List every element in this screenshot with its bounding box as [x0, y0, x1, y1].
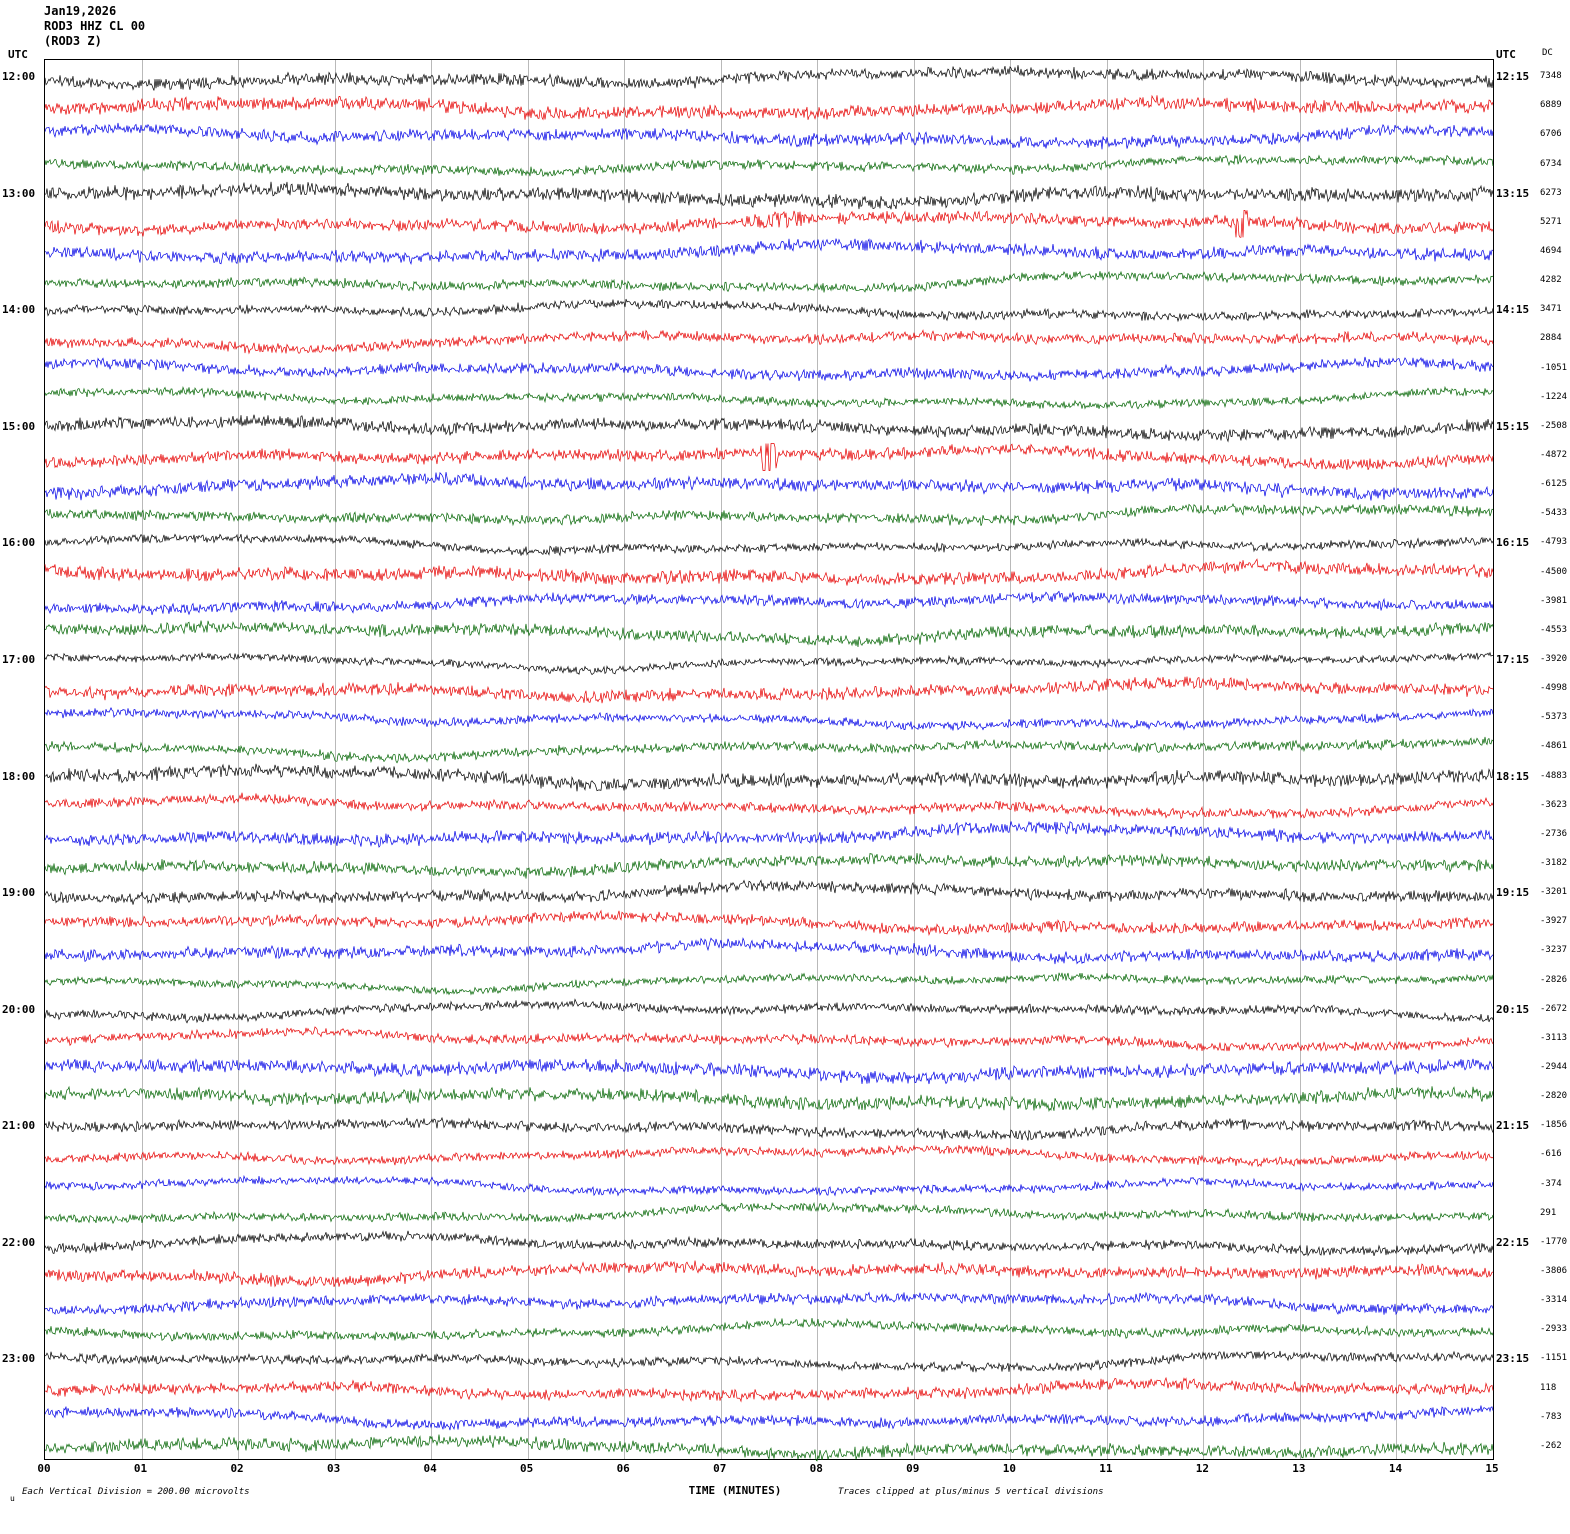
hour-label-left-2300: 23:00 — [2, 1352, 36, 1366]
trace-14-15 — [45, 330, 1493, 353]
dc-value-37: -616 — [1540, 1149, 1562, 1160]
trace-14-30 — [45, 357, 1493, 381]
vertical-division-note: Each Vertical Division = 200.00 microvolts — [22, 1487, 250, 1497]
dc-value-35: -2820 — [1540, 1091, 1568, 1102]
trace-15-45 — [45, 504, 1493, 526]
dc-value-7: 4282 — [1540, 275, 1562, 286]
dc-value-3: 6734 — [1540, 158, 1562, 169]
hour-label-left-2100: 21:00 — [2, 1119, 36, 1133]
trace-22-30 — [45, 1292, 1493, 1314]
x-tick-11: 11 — [1099, 1462, 1113, 1475]
dc-value-18: -3981 — [1540, 595, 1568, 606]
hour-label-right-2315: 23:15 — [1496, 1352, 1530, 1366]
x-tick-06: 06 — [616, 1462, 630, 1475]
hour-label-left-1400: 14:00 — [2, 303, 36, 317]
trace-19-00 — [45, 880, 1493, 904]
x-tick-02: 02 — [230, 1462, 244, 1475]
trace-16-15 — [45, 559, 1493, 585]
trace-19-15 — [45, 911, 1493, 935]
trace-19-30 — [45, 938, 1493, 964]
hour-label-left-1600: 16:00 — [2, 536, 36, 550]
dc-value-36: -1856 — [1540, 1120, 1568, 1131]
trace-18-30 — [45, 821, 1493, 847]
x-tick-09: 09 — [906, 1462, 920, 1475]
dc-value-33: -3113 — [1540, 1032, 1568, 1043]
trace-13-45 — [45, 271, 1493, 292]
dc-value-27: -3182 — [1540, 858, 1568, 868]
dc-value-11: -1224 — [1540, 391, 1568, 402]
x-tick-07: 07 — [713, 1462, 727, 1475]
x-tick-04: 04 — [423, 1462, 437, 1475]
dc-value-8: 3471 — [1540, 304, 1562, 315]
dc-value-17: -4500 — [1540, 566, 1568, 577]
utc-left-label: UTC — [8, 48, 28, 61]
header-station: ROD3 HHZ CL 00 — [44, 19, 146, 33]
hour-label-left-1500: 15:00 — [2, 419, 36, 433]
dc-value-38: -374 — [1540, 1178, 1562, 1189]
trace-18-00 — [45, 764, 1493, 792]
dc-value-24: -4883 — [1540, 770, 1568, 781]
dc-value-26: -2736 — [1540, 828, 1568, 839]
dc-value-12: -2508 — [1540, 420, 1568, 431]
trace-16-00 — [45, 534, 1493, 556]
dc-value-1: 6889 — [1540, 100, 1562, 111]
trace-16-45 — [45, 621, 1493, 647]
trace-15-30 — [45, 472, 1493, 500]
trace-20-15 — [45, 1027, 1493, 1051]
trace-lines — [45, 60, 1493, 1459]
hour-label-right-1415: 14:15 — [1496, 303, 1530, 317]
trace-22-00 — [45, 1231, 1493, 1256]
x-tick-00: 00 — [37, 1462, 51, 1475]
x-tick-05: 05 — [520, 1462, 534, 1475]
trace-23-30 — [45, 1406, 1493, 1431]
trace-22-15 — [45, 1261, 1493, 1287]
utc-right-label: UTC — [1496, 48, 1516, 61]
trace-22-45 — [45, 1318, 1493, 1341]
plot-header — [44, 4, 145, 49]
header-date: Jan19,2026 — [44, 4, 117, 18]
dc-value-22: -5373 — [1540, 712, 1568, 723]
dc-value-45: 118 — [1540, 1382, 1557, 1393]
trace-12-15 — [45, 95, 1493, 120]
trace-21-45 — [45, 1203, 1493, 1224]
dc-value-21: -4998 — [1540, 683, 1568, 694]
trace-21-15 — [45, 1145, 1493, 1166]
dc-value-47: -262 — [1540, 1440, 1562, 1451]
dc-value-29: -3927 — [1540, 916, 1568, 927]
trace-20-00 — [45, 999, 1493, 1022]
dc-value-6: 4694 — [1540, 245, 1562, 256]
hour-label-left-1300: 13:00 — [2, 186, 36, 200]
hour-label-left-1200: 12:00 — [2, 70, 36, 84]
trace-20-45 — [45, 1086, 1493, 1111]
dc-value-42: -3314 — [1540, 1295, 1568, 1306]
trace-12-00 — [45, 65, 1493, 90]
trace-17-15 — [45, 677, 1493, 704]
dc-value-20: -3920 — [1540, 653, 1568, 664]
dc-value-15: -5433 — [1540, 508, 1568, 519]
hour-label-right-1815: 18:15 — [1496, 769, 1530, 783]
dc-column-label: DC — [1542, 48, 1553, 58]
trace-14-45 — [45, 387, 1493, 409]
trace-19-45 — [45, 973, 1493, 995]
trace-17-00 — [45, 653, 1493, 675]
hour-label-right-1215: 12:15 — [1496, 70, 1530, 84]
x-tick-15: 15 — [1485, 1462, 1499, 1475]
hour-label-right-2215: 22:15 — [1496, 1235, 1530, 1249]
trace-12-30 — [45, 123, 1493, 149]
x-tick-08: 08 — [809, 1462, 823, 1475]
hour-label-left-1800: 18:00 — [2, 769, 36, 783]
dc-value-16: -4793 — [1540, 537, 1568, 548]
dc-value-39: 291 — [1540, 1207, 1557, 1218]
trace-13-00 — [45, 182, 1493, 210]
hour-label-left-1700: 17:00 — [2, 652, 36, 666]
trace-13-30 — [45, 239, 1493, 264]
x-axis-title: TIME (MINUTES) — [688, 1484, 782, 1497]
dc-value-5: 5271 — [1540, 216, 1562, 227]
trace-15-00 — [45, 415, 1493, 442]
dc-value-41: -3806 — [1540, 1266, 1568, 1277]
dc-value-10: -1051 — [1540, 362, 1568, 373]
dc-value-32: -2672 — [1540, 1003, 1568, 1014]
dc-value-43: -2933 — [1540, 1324, 1568, 1335]
dc-value-31: -2826 — [1540, 974, 1568, 985]
hour-label-right-2115: 21:15 — [1496, 1119, 1530, 1133]
trace-17-45 — [45, 737, 1493, 763]
dc-value-25: -3623 — [1540, 799, 1568, 810]
x-tick-13: 13 — [1292, 1462, 1306, 1475]
hour-label-right-1515: 15:15 — [1496, 419, 1530, 433]
dc-value-34: -2944 — [1540, 1062, 1568, 1073]
dc-value-9: 2884 — [1540, 333, 1562, 344]
dc-value-28: -3201 — [1540, 887, 1568, 898]
trace-16-30 — [45, 592, 1493, 616]
trace-12-45 — [45, 155, 1493, 177]
dc-value-13: -4872 — [1540, 449, 1568, 460]
hour-label-left-1900: 19:00 — [2, 886, 36, 900]
dc-value-4: 6273 — [1540, 187, 1562, 198]
x-tick-14: 14 — [1388, 1462, 1403, 1475]
hour-label-left-2000: 20:00 — [2, 1002, 36, 1016]
trace-14-00 — [45, 299, 1493, 321]
trace-15-15 — [45, 444, 1493, 471]
dc-value-44: -1151 — [1540, 1353, 1568, 1364]
trace-13-15 — [45, 210, 1493, 237]
dc-value-46: -783 — [1540, 1411, 1562, 1422]
clipping-note: Traces clipped at plus/minus 5 vertical divisions — [838, 1487, 1104, 1497]
hour-label-right-1615: 16:15 — [1496, 536, 1530, 550]
dc-value-19: -4553 — [1540, 624, 1568, 635]
hour-label-right-1915: 19:15 — [1496, 886, 1530, 900]
x-tick-10: 10 — [1002, 1462, 1016, 1475]
microvolt-prefix: u — [10, 1494, 15, 1503]
seismogram-plot-area — [44, 59, 1494, 1460]
x-tick-01: 01 — [133, 1462, 148, 1475]
trace-23-45 — [45, 1435, 1493, 1461]
header-component: (ROD3 Z) — [44, 34, 102, 48]
dc-value-14: -6125 — [1540, 479, 1568, 490]
trace-18-45 — [45, 853, 1493, 879]
trace-23-15 — [45, 1378, 1493, 1401]
dc-value-23: -4861 — [1540, 741, 1568, 752]
trace-17-30 — [45, 708, 1493, 731]
trace-20-30 — [45, 1059, 1493, 1084]
dc-value-2: 6706 — [1540, 129, 1562, 140]
hour-label-right-2015: 20:15 — [1496, 1002, 1530, 1016]
trace-21-00 — [45, 1118, 1493, 1141]
trace-21-30 — [45, 1176, 1493, 1195]
dc-value-40: -1770 — [1540, 1236, 1568, 1247]
hour-label-right-1715: 17:15 — [1496, 652, 1530, 666]
hour-label-right-1315: 13:15 — [1496, 186, 1530, 200]
trace-18-15 — [45, 793, 1493, 819]
dc-value-30: -3237 — [1540, 945, 1568, 956]
dc-value-0: 7348 — [1540, 71, 1562, 82]
hour-label-left-2200: 22:00 — [2, 1235, 36, 1249]
x-tick-12: 12 — [1195, 1462, 1210, 1475]
x-tick-03: 03 — [326, 1462, 341, 1475]
trace-23-00 — [45, 1351, 1493, 1372]
